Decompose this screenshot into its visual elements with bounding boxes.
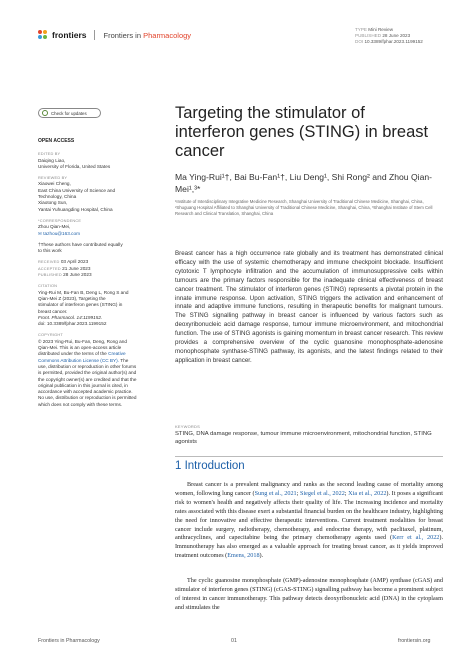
body-paragraph: The cyclic guanosine monophosphate (GMP)-adenosine monophosphate (AMP) synthase (cGAS) and stimulator of interferon genes (STING) (cGAS-STING) signalling pathway has become a prominent subject of interest in cancer immunotherapy. This pathway detects deoxyribonucleic acid (DNA) in the cytoplasm and stimulates the bbox=[175, 577, 443, 611]
affiliations: ¹Institute of Interdisciplinary Integrative Medicine Research, Shanghai University of Traditional Chinese Medicine, Shanghai, China, ²Shuguang Hospital Affiliated to Shanghai University of Traditional Chinese Medicine, Shanghai, China, ³Shanghai Institute of Stem Cell Research and Clinical Translation, Shanghai, China bbox=[175, 199, 433, 216]
reference-link[interactable]: Emens, 2018 bbox=[227, 552, 260, 560]
brand-name: frontiers bbox=[52, 30, 87, 40]
email-link[interactable]: ✉ tazhou@163.com bbox=[38, 230, 81, 236]
reference-link[interactable]: Kerr et al., 2022 bbox=[392, 534, 440, 542]
body-paragraph: Breast cancer is a prevalent malignancy and ranks as the second leading cause of mortality among women, following lung cancer (Sung et al., 2021; Siegel et al., 2022; Xia et al., 2022). It poses a significant risk to women's health and negatively affects their quality of life. The increasing incidence and mortality rates associated with this disease exert a substantial financial burden on the healthcare industry, highlighting the need for innovative and effective therapeutic interventions. Current treatment modalities for breast cancer include surgery, radiotherapy, chemotherapy, and endocrine therapy, with paclitaxel, platinum, anthracyclines, and capecitabine being the primary chemotherapy agents used (Kerr et al., 2022). Immunotherapy has also emerged as a valuable approach for treating breast cancer, as it yields improved treatment outcomes (Emens, 2018). bbox=[175, 481, 443, 560]
open-access-label: OPEN ACCESS bbox=[38, 138, 75, 144]
reference-link[interactable]: Siegel et al., 2022 bbox=[300, 489, 345, 497]
copyright: COPYRIGHT © 2023 Ying-Rui, Bu-Fan, Deng, Rong and Qian-Mei. This is an open-access article distributed under the terms of the Creative Commons Attribution License (CC BY). The use, distribution or reproduction in other forums is permitted, provided the original author(s) and the copyright owner(s) are credited and that the original publication in this journal is cited, in accordance with accepted academic practice. No use, distribution or reproduction is permitted which does not comply with these terms. bbox=[38, 332, 137, 407]
check-for-updates-button[interactable]: Check for updates bbox=[38, 108, 101, 118]
frontiers-logo-icon bbox=[38, 30, 48, 40]
correspondence: *CORRESPONDENCE Zhou Qian-Mei, ✉ tazhou@163.com bbox=[38, 218, 138, 237]
footer-site-link[interactable]: frontiersin.org bbox=[398, 638, 431, 644]
doi-link[interactable]: 10.3389/fphar.2023.1199152 bbox=[364, 39, 423, 45]
edited-by: EDITED BY Daiqing Liao, University of Florida, United States bbox=[38, 151, 111, 169]
license-link[interactable]: Creative Commons Attribution License (CC BY). bbox=[38, 351, 126, 363]
reviewed-by: REVIEWED BY Xiaowei Cheng, East China University of Science and Technology, China Xiaotong Sun, Yantai Yuhuangding Hospital, China bbox=[38, 175, 116, 212]
footer-journal: Frontiers in Pharmacology bbox=[38, 638, 100, 644]
page-number: 01 bbox=[231, 638, 237, 644]
dates: RECEIVED 03 April 2023 ACCEPTED 21 June 2023 PUBLISHED 28 June 2023 bbox=[38, 259, 92, 278]
header-divider bbox=[94, 30, 95, 40]
update-check-icon bbox=[42, 110, 48, 116]
keywords-label: KEYWORDS bbox=[175, 424, 200, 429]
section-divider bbox=[175, 456, 443, 457]
abstract: Breast cancer has a high occurrence rate globally and its treatment has demonstrated clinical efficacy with the use of systemic chemotherapy and immune checkpoint blockade. Insufficient cytotoxic T lymphocyte infiltration and the accumulation of immunosuppressive cells within tumours are the primary factors responsible for the inadequate clinical effectiveness of breast cancer treatment. The stimulator of interferon genes (STING) represents a pivotal protein in the innate immune response. Upon activation, STING triggers the activation and enhancement of innate and adaptive immune functions, resulting in therapeutic benefits for malignant tumours. The STING signalling pathway in breast cancer is influenced by various factors such as deoxyribonucleic acid damage response, tumour immune microenvironment, and mitochondrial function. The use of STING agonists is gaining momentum in breast cancer research. This review provides a comprehensive overview of the cyclic guanosine monophosphate-adenosine monophosphate synthase-STING pathway, its agonists, and the latest findings related to their application in breast cancer. bbox=[175, 250, 443, 364]
citation: CITATION Ying-Rui M, Bu-Fan B, Deng L, Rong S and Qian-Mei Z (2023), Targeting the stimulator of interferon genes (STING) in breast cancer. Front. Pharmacol. 14:1199152. doi: 10.3389/fphar.2023.1199152 bbox=[38, 283, 129, 327]
article-title: Targeting the stimulator of interferon genes (STING) in breast cancer bbox=[175, 104, 429, 160]
journal-header bbox=[38, 30, 191, 40]
keywords: STING, DNA damage response, tumour immune microenvironment, mitochondrial function, STING agonists bbox=[175, 431, 432, 446]
article-meta: TYPE Mini Review PUBLISHED 28 June 2023 DOI 10.3389/fphar.2023.1199152 bbox=[355, 27, 423, 45]
reference-link[interactable]: Sung et al., 2021 bbox=[254, 489, 297, 497]
section-heading: 1 Introduction bbox=[175, 460, 245, 472]
equal-contribution-note: †These authors have contributed equally to this work bbox=[38, 241, 123, 254]
reference-link[interactable]: Xia et al., 2022 bbox=[348, 489, 387, 497]
sidebar-info bbox=[38, 138, 138, 413]
author-list: Ma Ying-Rui¹†, Bai Bu-Fan¹†, Liu Deng¹, Shi Rong² and Zhou Qian-Mei¹,³* bbox=[175, 172, 432, 194]
journal-title: Frontiers in Pharmacology bbox=[103, 30, 192, 40]
